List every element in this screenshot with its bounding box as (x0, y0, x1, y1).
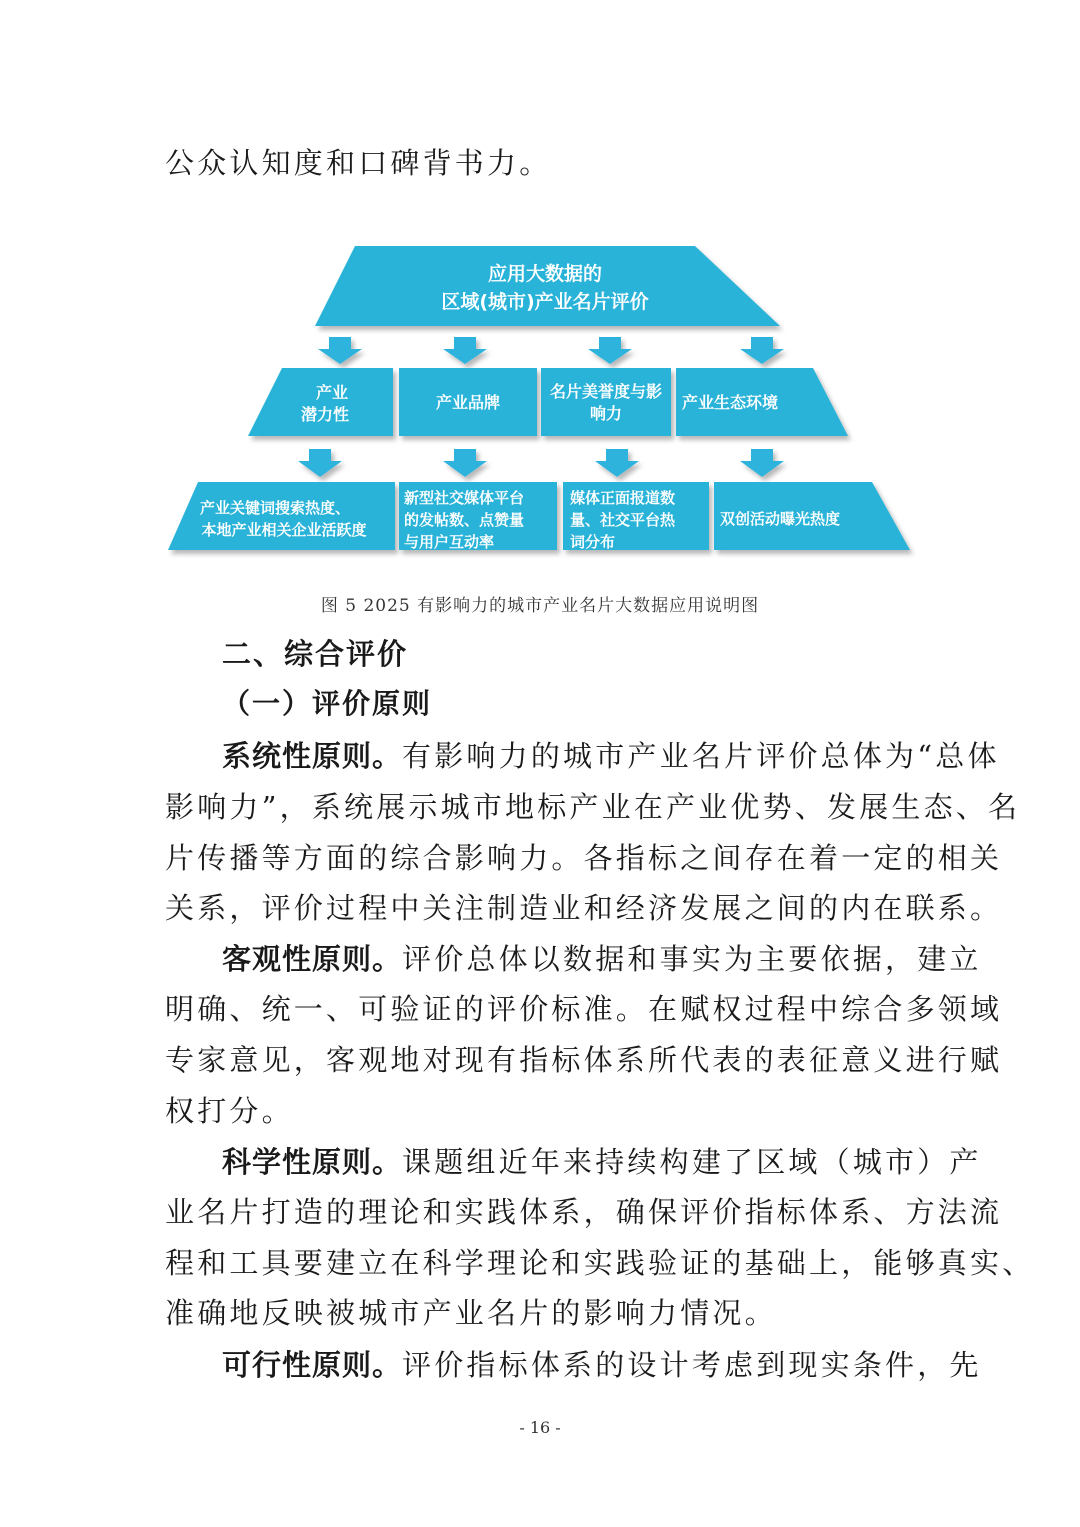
paragraph-text: 课题组近年来持续构建了区域（城市）产 (402, 1145, 982, 1179)
bottom-label-2a: 新型社交媒体平台 (404, 489, 525, 507)
down-arrow-icon (318, 337, 362, 364)
principle-title: 系统性原则。 (222, 739, 403, 773)
principle-title: 科学性原则。 (222, 1145, 403, 1179)
paragraph-line: 程和工具要建立在科学理论和实践验证的基础上，能够真实、 (165, 1246, 1035, 1280)
paragraph-text: 评价指标体系的设计考虑到现实条件，先 (402, 1348, 982, 1382)
bottom-label-4: 双创活动曝光热度 (720, 510, 841, 528)
middle-label-4: 产业生态环境 (681, 393, 779, 412)
principle-title: 可行性原则。 (222, 1348, 403, 1382)
paragraph-line: 权打分。 (165, 1094, 294, 1128)
bottom-label-2b: 的发帖数、点赞量 (404, 511, 525, 529)
middle-box-3 (541, 368, 671, 436)
page-number: - 16 - (519, 1418, 561, 1437)
top-title-line1: 应用大数据的 (487, 263, 603, 285)
top-title-line2: 区域(城市)产业名片评价 (441, 291, 649, 313)
middle-box-1 (248, 368, 393, 436)
subsection-heading: （一）评价原则 (222, 687, 433, 720)
paragraph-line: 专家意见，客观地对现有指标体系所代表的表征意义进行赋 (165, 1043, 1003, 1077)
paragraph-line (222, 1345, 982, 1385)
bottom-label-1b: 本地产业相关企业活跃度 (201, 521, 367, 539)
paragraph-line (222, 736, 1000, 776)
top-level-box (315, 246, 780, 326)
paragraph-line: 业名片打造的理论和实践体系，确保评价指标体系、方法流 (165, 1195, 1003, 1229)
bottom-label-3a: 媒体正面报道数 (570, 489, 676, 507)
middle-label-1b: 潜力性 (300, 405, 350, 424)
bottom-label-3c: 词分布 (570, 533, 616, 551)
bottom-label-3b: 量、社交平台热 (570, 511, 676, 529)
middle-label-3a: 名片美誉度与影 (549, 382, 663, 401)
principle-title: 客观性原则。 (222, 942, 403, 976)
section-heading: 二、综合评价 (222, 637, 409, 671)
paragraph-line: 影响力”，系统展示城市地标产业在产业优势、发展生态、名 (165, 790, 1021, 824)
paragraph-line: 片传播等方面的综合影响力。各指标之间存在着一定的相关 (165, 841, 1003, 875)
down-arrow-icon (443, 337, 487, 364)
paragraph-line: 准确地反映被城市产业名片的影响力情况。 (165, 1296, 777, 1330)
bottom-label-1a: 产业关键词搜索热度、 (199, 499, 351, 517)
paragraph-line (222, 939, 982, 979)
body-text-line: 公众认知度和口碑背书力。 (165, 146, 552, 180)
middle-label-2: 产业品牌 (435, 393, 501, 412)
bottom-label-2c: 与用户互动率 (404, 533, 495, 551)
down-arrow-icon (740, 449, 784, 477)
down-arrow-icon (443, 449, 487, 477)
paragraph-line: 明确、统一、可验证的评价标准。在赋权过程中综合多领域 (165, 992, 1003, 1026)
paragraph-line (222, 1142, 982, 1182)
down-arrow-icon (588, 337, 632, 364)
down-arrow-icon (595, 449, 639, 477)
paragraph-text: 评价总体以数据和事实为主要依据，建立 (402, 942, 982, 976)
down-arrow-icon (298, 449, 342, 477)
figure-caption: 图 5 2025 有影响力的城市产业名片大数据应用说明图 (320, 596, 760, 616)
middle-label-1a: 产业 (315, 383, 349, 402)
figure-diagram (160, 236, 920, 561)
paragraph-line: 关系，评价过程中关注制造业和经济发展之间的内在联系。 (165, 891, 1003, 925)
down-arrow-icon (740, 337, 784, 364)
middle-label-3b: 响力 (589, 404, 623, 423)
paragraph-text: 有影响力的城市产业名片评价总体为“总体 (402, 739, 1000, 773)
